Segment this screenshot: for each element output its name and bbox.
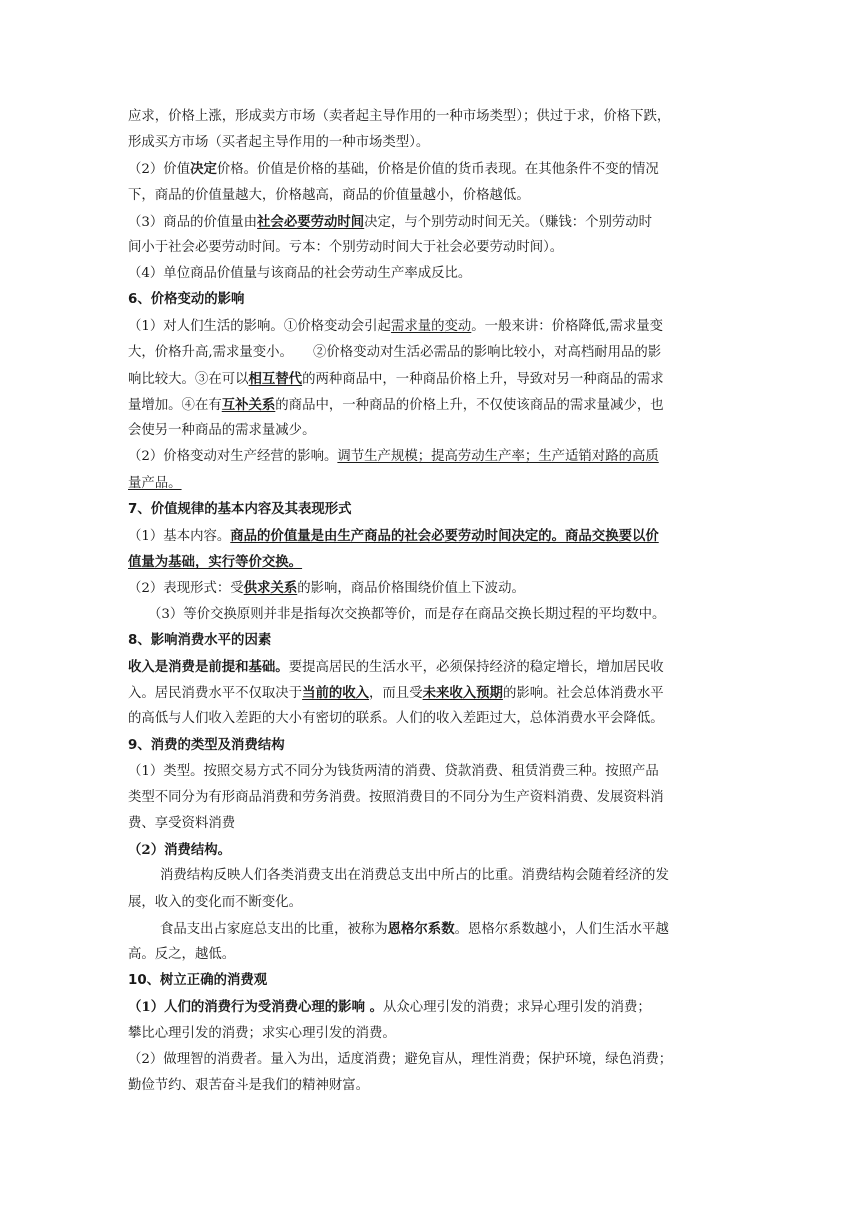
paragraph-value-determines-price-line2: 下，商品的价值量越大，价格越高，商品的价值量越小，价格越低。 — [128, 187, 530, 203]
paragraph-price-effect-life-line5: 会使另一种商品的需求量减少。 — [128, 423, 316, 439]
bold-term-complements: 互补关系 — [221, 397, 276, 414]
section-heading-10: 10、树立正确的消费观 — [128, 973, 268, 989]
bold-term-substitutes: 相互替代 — [248, 370, 303, 387]
paragraph-consumption-types-line2: 类型不同分为有形商品消费和劳务消费。按照消费目的不同分为生产资料消费、发展资料消 — [128, 789, 664, 805]
bold-term-future-income: 未来收入预期 — [422, 685, 503, 702]
subheading-consumption-structure: （2）消费结构。 — [128, 842, 232, 859]
paragraph-consumption-structure-line2: 展，收入的变化而不断变化。 — [128, 894, 303, 910]
bold-term-decide: 决定 — [190, 161, 217, 178]
paragraph-value-amount: （3）商品的价值量由社会必要劳动时间决定，与个别劳动时间无关。（赚钱：个别劳动时 — [128, 213, 653, 230]
paragraph-consumption-psychology-line2: 攀比心理引发的消费；求实心理引发的消费。 — [128, 1025, 396, 1041]
paragraph-engel-coefficient-line2: 高。反之，越低。 — [128, 947, 236, 962]
underlined-phrase-production-measures: 调节生产规模；提高劳动生产率；生产适销对路的高质 — [337, 449, 659, 465]
paragraph-consumption-psychology: （1）人们的消费行为受消费心理的影响 。从众心理引发的消费；求异心理引发的消费； — [128, 999, 651, 1016]
paragraph-engel-coefficient: 食品支出占家庭总支出的比重，被称为恩格尔系数。恩格尔系数越小，人们生活水平越 — [160, 920, 669, 937]
paragraph-law-of-value-content-line2: 值量为基础，实行等价交换。 — [128, 554, 303, 571]
paragraph-value-amount-line2: 间小于社会必要劳动时间。亏本：个别劳动时间大于社会必要劳动时间）。 — [128, 239, 564, 255]
paragraph-consumption-level: 收入是消费是前提和基础。要提高居民的生活水平，必须保持经济的稳定增长，增加居民收 — [128, 658, 664, 675]
paragraph-price-effect-life-line3: 响比较大。③在可以相互替代的两种商品中，一种商品价格上升，导致对另一种商品的需求 — [128, 370, 664, 387]
paragraph-law-of-value-content: （1）基本内容。商品的价值量是由生产商品的社会必要劳动时间决定的。商品交换要以价 — [128, 528, 659, 544]
bold-term-current-income: 当前的收入 — [302, 685, 370, 702]
paragraph-consumption-types-line3: 费、享受资料消费 — [128, 816, 236, 832]
bold-phrase-income-basis: 收入是消费是前提和基础。 — [128, 658, 289, 675]
section-heading-7: 7、价值规律的基本内容及其表现形式 — [128, 501, 352, 517]
paragraph-value-determines-price: （2）价值决定价格。价值是价格的基础，价格是价值的货币表现。在其他条件不变的情况 — [128, 161, 659, 178]
bold-phrase-consumption-psychology: （1）人们的消费行为受消费心理的影响 。 — [128, 999, 384, 1016]
paragraph-consumption-level-line2: 入。居民消费水平不仅取决于当前的收入，而且受未来收入预期的影响。社会总体消费水平 — [128, 685, 664, 702]
paragraph-consumption-structure: 消费结构反映人们各类消费支出在消费总支出中所占的比重。消费结构会随着经济的发 — [160, 868, 669, 884]
paragraph-law-of-value-form: （2）表现形式：受供求关系的影响，商品价格围绕价值上下波动。 — [128, 580, 525, 597]
paragraph-price-effect-production-line2: 量产品。 — [128, 475, 182, 491]
paragraph-consumption-types: （1）类型。按照交易方式不同分为钱货两清的消费、贷款消费、租赁消费三种。按照产品 — [128, 763, 659, 779]
paragraph-rational-consumer-line2: 勤俭节约、艰苦奋斗是我们的精神财富。 — [128, 1077, 370, 1093]
paragraph-supply-demand-line2: 形成买方市场（买者起主导作用的一种市场类型）。 — [128, 135, 430, 151]
bold-term-supply-demand: 供求关系 — [243, 580, 298, 597]
document-page — [128, 104, 732, 1099]
bold-term-engel-coefficient: 恩格尔系数 — [387, 920, 455, 937]
section-heading-6: 6、价格变动的影响 — [128, 292, 245, 308]
paragraph-supply-demand-line1: 应求，价格上涨，形成卖方市场（卖者起主导作用的一种市场类型）；供过于求，价格下跌， — [128, 109, 671, 124]
paragraph-rational-consumer: （2）做理智的消费者。量入为出，适度消费；避免盲从，理性消费；保护环境，绿色消费； — [128, 1051, 673, 1067]
underlined-term-demand-change: 需求量的变动 — [390, 318, 472, 334]
paragraph-price-effect-life-line2: 大，价格升高,需求量变小。 ②价格变动对生活必需品的影响比较小，对高档耐用品的影 — [128, 344, 662, 360]
paragraph-consumption-level-line3: 的高低与人们收入差距的大小有密切的联系。人们的收入差距过大，总体消费水平会降低。 — [128, 711, 664, 727]
paragraph-price-effect-production: （2）价格变动对生产经营的影响。调节生产规模；提高劳动生产率；生产适销对路的高质 — [128, 449, 659, 465]
section-heading-8: 8、影响消费水平的因素 — [128, 632, 272, 648]
bold-term-socially-necessary-labor: 社会必要劳动时间 — [257, 213, 365, 230]
paragraph-equal-exchange: （3）等价交换原则并非是指每次交换都等价，而是存在商品交换长期过程的平均数中。 — [148, 606, 666, 622]
paragraph-price-effect-life-line4: 量增加。④在有互补关系的商品中，一种商品的价格上升，不仅使该商品的需求量减少，也 — [128, 397, 664, 414]
bold-phrase-law-of-value: 商品的价值量是由生产商品的社会必要劳动时间决定的。商品交换要以价 — [230, 528, 659, 544]
paragraph-price-effect-life: （1）对人们生活的影响。①价格变动会引起需求量的变动。一般来讲：价格降低,需求量变 — [128, 318, 664, 334]
paragraph-unit-value: （4）单位商品价值量与该商品的社会劳动生产率成反比。 — [128, 266, 472, 282]
section-heading-9: 9、消费的类型及消费结构 — [128, 737, 285, 753]
